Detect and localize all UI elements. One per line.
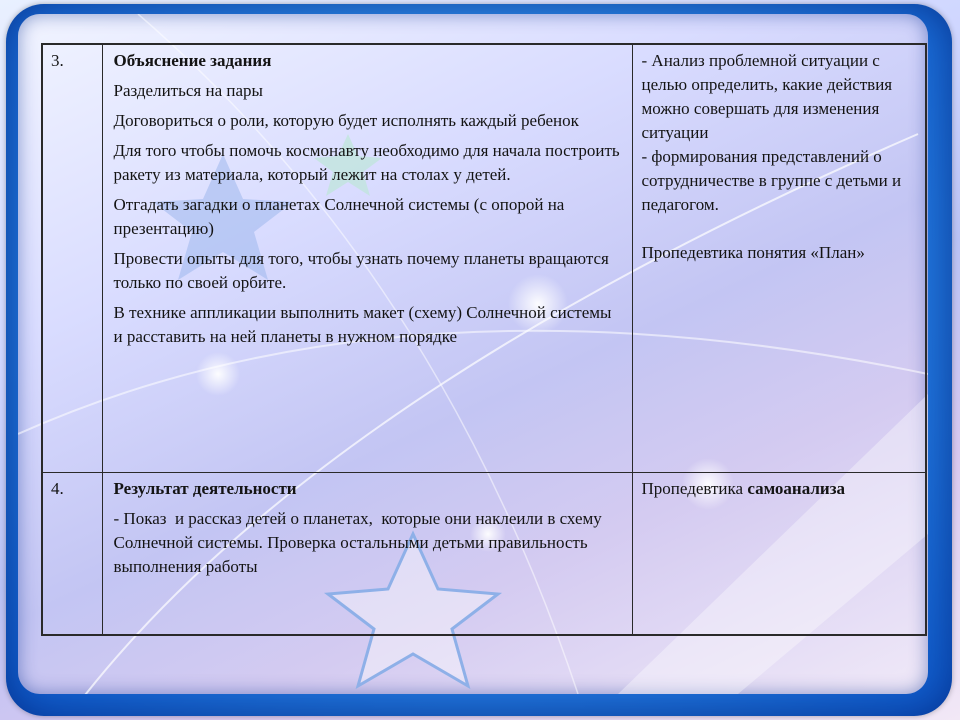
cell-heading: Результат деятельности: [113, 478, 297, 498]
list-item: Провести опыты для того, чтобы узнать почему планеты вращаются только по своей орбите.: [113, 249, 609, 292]
task-cell: [102, 44, 632, 472]
goals-cell: [632, 472, 926, 635]
list-item: Для того чтобы помочь космонавту необходимо для начала построить ракету из материала, который лежит на столах у детей.: [113, 141, 620, 184]
list-item: В технике аппликации выполнить макет (схему) Солнечной системы и расставить на ней планеты в нужном порядке: [113, 303, 612, 346]
list-item: Отгадать загадки о планетах Солнечной системы (с опорой на презентацию): [113, 195, 565, 238]
result-cell: [102, 472, 632, 635]
goal-text: Пропедевтика понятия «План»: [641, 243, 865, 262]
goal-text: - Анализ проблемной ситуации с целью определить, какие действия можно совершать для изменения ситуации: [641, 51, 893, 142]
lesson-table: [41, 43, 927, 636]
list-item: Договориться о роли, которую будет исполнять каждый ребенок: [113, 111, 579, 130]
list-item: Разделиться на пары: [113, 81, 263, 100]
goal-bold: самоанализа: [747, 478, 846, 498]
goal-text: - формирования представлений о сотрудничестве в группе с детьми и педагогом.: [641, 147, 902, 214]
result-text: - Показ и рассказ детей о планетах, которые они наклеили в схему Солнечной системы. Проверка остальными детьми правильность выполнения работы: [113, 508, 607, 576]
goal-prefix: Пропедевтика: [641, 478, 748, 498]
cell-heading: Объяснение задания: [113, 51, 272, 70]
goals-cell: [632, 44, 926, 472]
row-number: 4.: [42, 472, 102, 635]
table-row: [42, 44, 926, 472]
spacer: [642, 217, 918, 241]
row-number: 3.: [42, 44, 102, 472]
table-row: [42, 472, 926, 635]
